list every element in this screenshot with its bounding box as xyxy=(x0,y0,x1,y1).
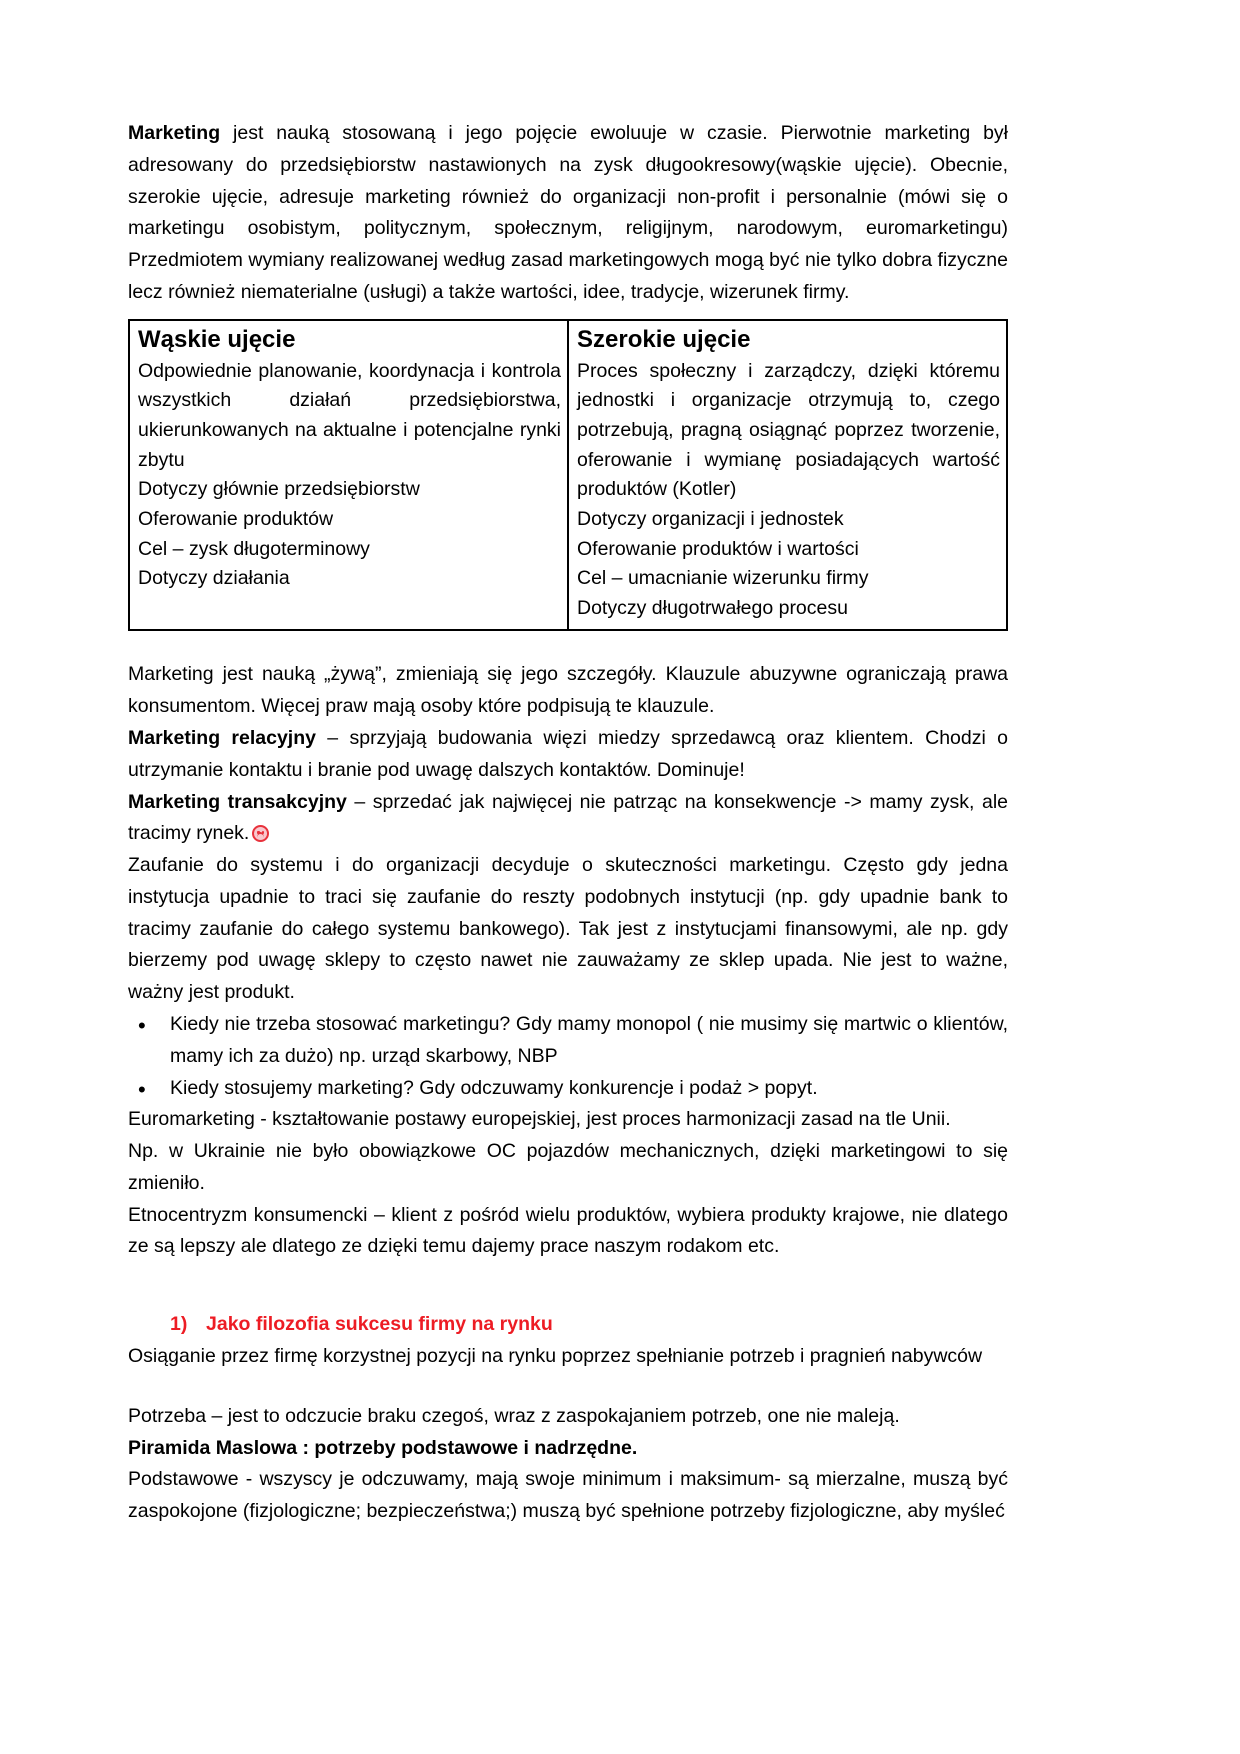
cmp-line: Dotyczy działania xyxy=(138,567,290,590)
cmp-line: Proces społeczny i zarządczy, dzięki któremu jednostki i organizacje otrzymują to, czego potrzebują, pragną osiągnąć poprzez tworzenie, oferowanie i wymianę posiadających wartość produktów (Kotler) xyxy=(577,359,1000,501)
cmp-line: Oferowanie produktów xyxy=(138,507,334,530)
list-item: • Kiedy stosujemy marketing? Gdy odczuwamy konkurencje i podaż > popyt. xyxy=(128,1073,1008,1105)
cmp-line: Oferowanie produktów i wartości xyxy=(577,537,859,560)
intro-paragraph xyxy=(128,118,1008,309)
text-marketing-transakcyjny: – sprzedać jak najwięcej nie patrząc na konsekwencje -> mamy zysk, ale tracimy rynek. xyxy=(128,790,1008,845)
sad-face-icon xyxy=(252,825,269,842)
column-heading-waskie: Wąskie ujęcie xyxy=(138,325,296,353)
paragraph-etnocentryzm: Etnocentryzm konsumencki – klient z pośród wielu produktów, wybiera produkty krajowe, nie dlatego ze są lepszy ale dlatego ze dzięki temu dajemy prace naszym rodakom etc. xyxy=(128,1203,1008,1258)
paragraph-osiaganie: Osiąganie przez firmę korzystnej pozycji na rynku poprzez spełnianie potrzeb i pragnień nabywców xyxy=(128,1345,983,1368)
intro-lead-bold: Marketing xyxy=(128,122,221,144)
intro-rest: jest nauką stosowaną i jego pojęcie ewoluuje w czasie. Pierwotnie marketing był adresowany do przedsiębiorstw nastawionych na zysk długookresowy(wąskie ujęcie). Obecnie, szerokie ujęcie, adresuje marketing również do organizacji non-profit i personalnie (mówi się o marketingu osobistym, politycznym, społecznym, religijnym, narodowym, euromarketingu) Przedmiotem wymiany realizowanej według zasad marketingowych mogą być nie tylko dobra fizyczne lecz również niematerialne (usługi) a także wartości, idee, tradycje, wizerunek firmy. xyxy=(128,122,1008,303)
heading-text: Jako filozofia sukcesu firmy na rynku xyxy=(206,1313,553,1336)
label-marketing-transakcyjny: Marketing transakcyjny xyxy=(128,790,347,813)
cmp-line: Odpowiednie planowanie, koordynacja i kontrola wszystkich działań przedsiębiorstwa, ukierunkowanych na aktualne i potencjalne rynki zbytu xyxy=(138,359,561,471)
table-cell-waskie-ujecie xyxy=(129,320,568,631)
text-marketing-relacyjny: – sprzyjają budowania więzi miedzy sprzedawcą oraz klientem. Chodzi o utrzymanie kontaktu i branie pod uwagę dalszych kontaktów. Dominuje! xyxy=(128,726,1008,781)
paragraph-piramida-maslowa: Piramida Maslowa : potrzeby podstawowe i nadrzędne. xyxy=(128,1436,638,1459)
paragraph-ukraina: Np. w Ukrainie nie było obowiązkowe OC pojazdów mechanicznych, dzięki marketingowi to się zmieniło. xyxy=(128,1140,1008,1194)
document-body xyxy=(128,118,1008,1528)
column-body-szerokie xyxy=(577,357,1000,624)
table-cell-szerokie-ujecie xyxy=(568,320,1007,631)
paragraph-zaufanie: Zaufanie do systemu i do organizacji decyduje o skuteczności marketingu. Często gdy jedna instytucja upadnie to traci się zaufanie do reszty podobnych instytucji (np. gdy upadnie bank to tracimy zaufanie do całego systemu bankowego). Tak jest z instytucjami finansowymi, ale np. gdy bierzemy pod uwagę sklepy to często nawet nie zauważamy ze sklep upada. Nie jest to ważne, ważny jest produkt. xyxy=(128,854,1008,1004)
paragraph-marketing-relacyjny xyxy=(128,723,1008,787)
bullet-list xyxy=(128,1009,1008,1104)
label-marketing-relacyjny: Marketing relacyjny xyxy=(128,726,316,749)
column-body-waskie xyxy=(138,357,561,594)
table-row xyxy=(129,320,1007,631)
cmp-line: Cel – umacnianie wizerunku firmy xyxy=(577,567,869,590)
paragraph-potrzeba: Potrzeba – jest to odczucie braku czegoś, wraz z zaspokajaniem potrzeb, one nie maleją. xyxy=(128,1404,900,1427)
cmp-line: Dotyczy długotrwałego procesu xyxy=(577,596,848,619)
paragraph-euromarketing: Euromarketing - kształtowanie postawy europejskiej, jest proces harmonizacji zasad na tle Unii. xyxy=(128,1108,951,1131)
paragraph-podstawowe: Podstawowe - wszyscy je odczuwamy, mają swoje minimum i maksimum- są mierzalne, muszą być zaspokojone (fizjologiczne; bezpieczeństwa;) muszą być spełnione potrzeby fizjologiczne, aby myśleć xyxy=(128,1468,1008,1523)
numbered-heading xyxy=(128,1309,1008,1341)
cmp-line: Cel – zysk długoterminowy xyxy=(138,537,370,560)
comparison-table xyxy=(128,319,1008,632)
cmp-line: Dotyczy organizacji i jednostek xyxy=(577,507,844,530)
column-heading-szerokie: Szerokie ujęcie xyxy=(577,325,751,353)
paragraph-zywa-nauka: Marketing jest nauką „żywą”, zmieniają się jego szczegóły. Klauzule abuzywne ograniczają prawa konsumentom. Więcej praw mają osoby które podpisują te klauzule. xyxy=(128,663,1008,718)
cmp-line: Dotyczy głównie przedsiębiorstw xyxy=(138,478,420,501)
paragraph-marketing-transakcyjny xyxy=(128,787,1008,851)
list-item: • Kiedy nie trzeba stosować marketingu? Gdy mamy monopol ( nie musimy się martwic o klientów, mamy ich za dużo) np. urząd skarbowy, NBP xyxy=(128,1009,1008,1073)
heading-number: 1) xyxy=(170,1313,188,1336)
